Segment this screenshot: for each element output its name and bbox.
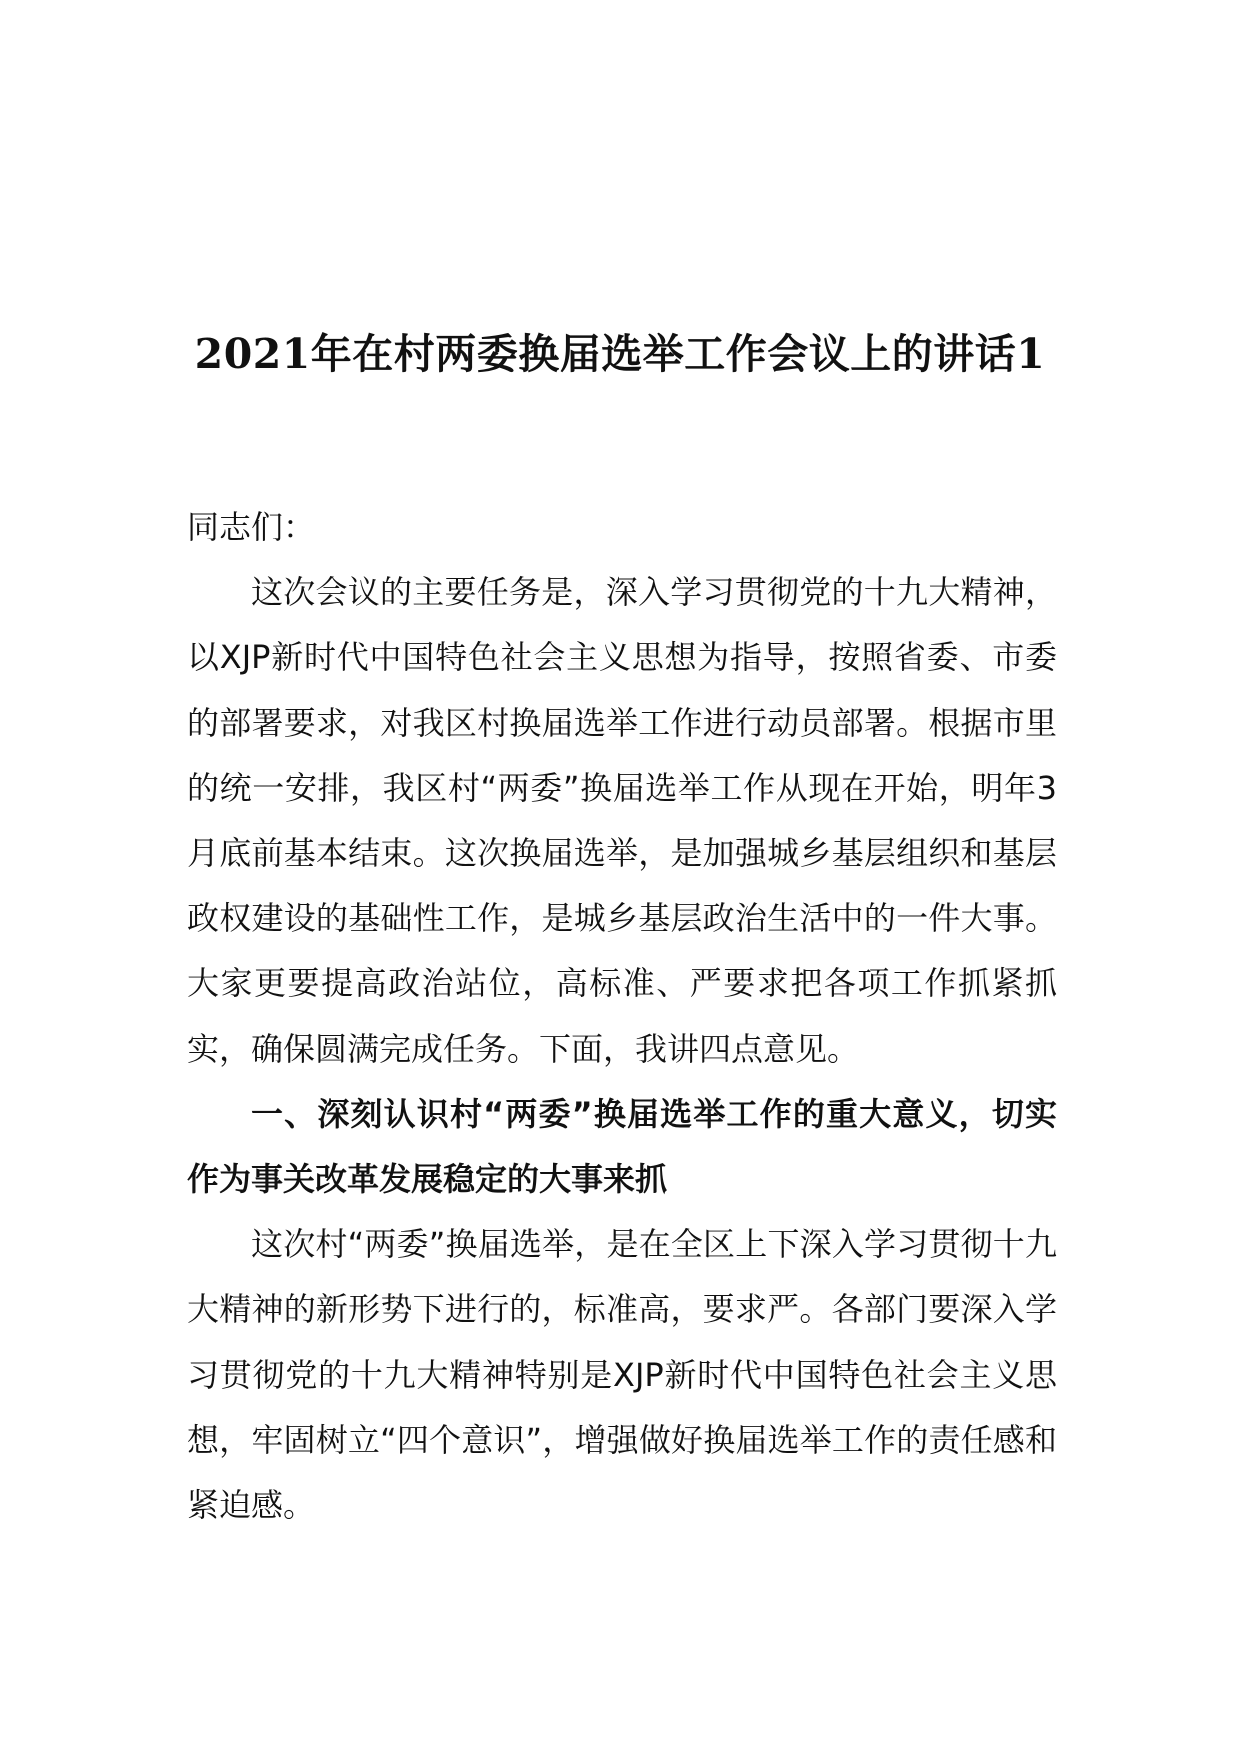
section-1-paragraph: 这次村“两委”换届选举，是在全区上下深入学习贯彻十九大精神的新形势下进行的，标准高，要求严。各部门要深入学习贯彻党的十九大精神特别是XJP新时代中国特色社会主义思想，牢固树立“四个意识”，增强做好换届选举工作的责任感和紧迫感。 [187,1225,1057,1525]
salutation: 同志们： [187,508,316,546]
document-body [187,495,1057,1538]
section-heading-1: 一、深刻认识村“两委”换届选举工作的重大意义，切实作为事关改革发展稳定的大事来抓 [187,1094,1057,1199]
intro-paragraph: 这次会议的主要任务是，深入学习贯彻党的十九大精神，以XJP新时代中国特色社会主义思想为指导，按照省委、市委的部署要求，对我区村换届选举工作进行动员部署。根据市里的统一安排，我区村“两委”换届选举工作从现在开始，明年3月底前基本结束。这次换届选举，是加强城乡基层组织和基层政权建设的基础性工作，是城乡基层政治生活中的一件大事。大家更要提高政治站位，高标准、严要求把各项工作抓紧抓实，确保圆满完成任务。下面，我讲四点意见。 [187,573,1057,1068]
document-title: 2021年在村两委换届选举工作会议上的讲话1 [194,330,1046,379]
